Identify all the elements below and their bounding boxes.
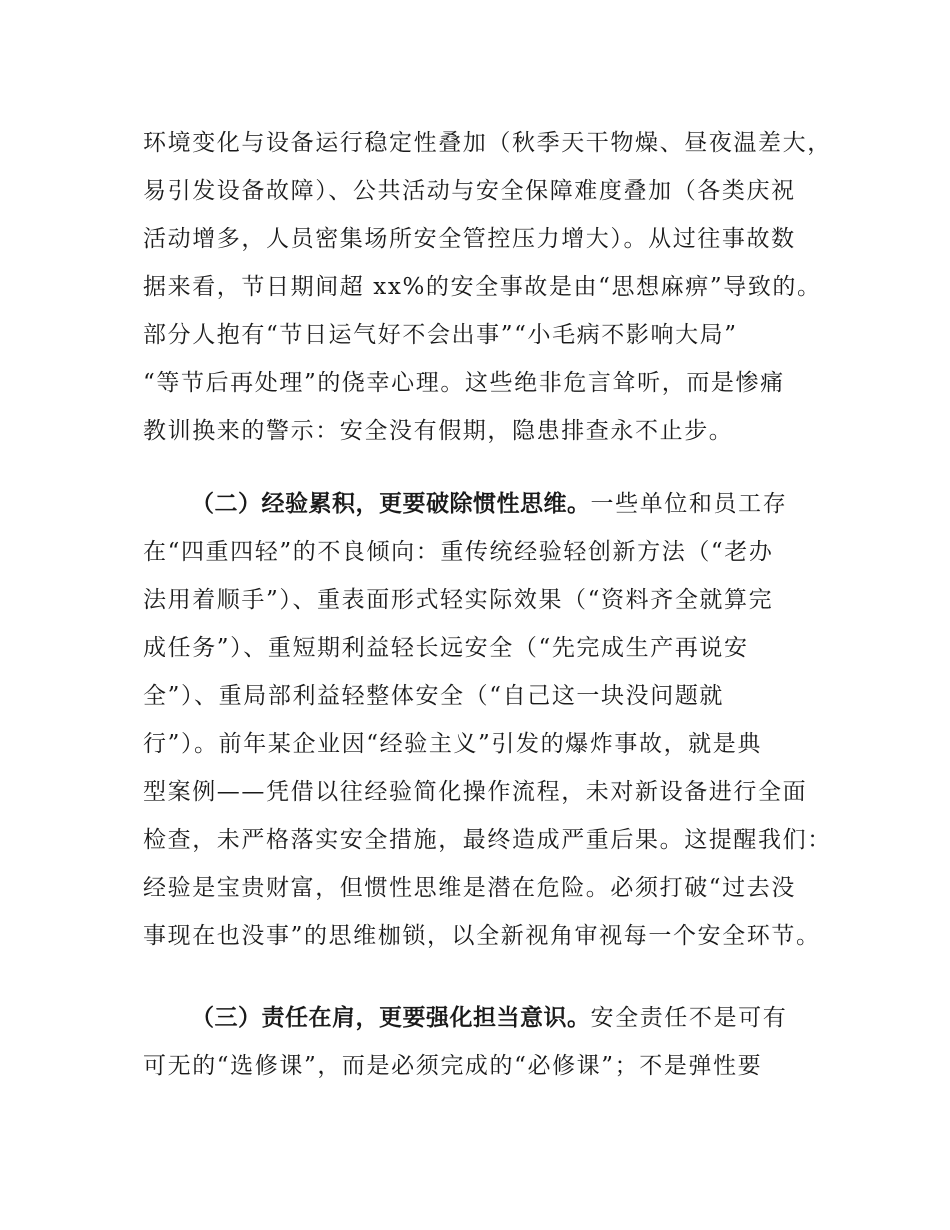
paragraph-2-line-8: 检查，未严格落实安全措施，最终造成严重后果。这提醒我们：: [143, 827, 832, 853]
paragraph-2-line-5: 全”）、重局部利益轻整体安全（“自己这一块没问题就: [143, 683, 725, 709]
paragraph-1-line-5: 部分人抱有“节日运气好不会出事”“小毛病不影响大局”: [143, 322, 738, 348]
section-heading-2: （二）经验累积，更要破除惯性思维。: [191, 491, 591, 517]
section-heading-3: （三）责任在肩，更要强化担当意识。: [191, 1005, 591, 1031]
paragraph-1-line-2: 易引发设备故障）、公共活动与安全保障难度叠加（各类庆祝: [143, 178, 796, 204]
paragraph-2-line-3: 法用着顺手”）、重表面形式轻实际效果（“资料齐全就算完: [143, 587, 774, 613]
paragraph-2-first-line: [191, 489, 787, 519]
paragraph-2-line-10: 事现在也没事”的思维枷锁，以全新视角审视每一个安全环节。: [143, 923, 821, 949]
paragraph-3-first-line: [191, 1003, 787, 1033]
paragraph-1-line-4: 据来看，节日期间超 xx%的安全事故是由“思想麻痹”导致的。: [143, 274, 822, 300]
paragraph-2-line-7: 型案例——凭借以往经验简化操作流程，未对新设备进行全面: [143, 779, 808, 805]
paragraph-1-line-6: “等节后再处理”的侥幸心理。这些绝非危言耸听，而是惨痛: [143, 370, 785, 396]
paragraph-2-line-4: 成任务”）、重短期利益轻长远安全（“先完成生产再说安: [143, 635, 749, 661]
paragraph-3-first-line-text: 安全责任不是可有: [590, 1005, 788, 1031]
paragraph-2-line-2: 在“四重四轻”的不良倾向：重传统经验轻创新方法（“老办: [143, 539, 774, 565]
paragraph-1-line-3: 活动增多，人员密集场所安全管控压力增大）。从过往事故数: [143, 226, 796, 252]
paragraph-2-line-9: 经验是宝贵财富，但惯性思维是潜在危险。必须打破“过去没: [143, 875, 796, 901]
paragraph-3-line-2: 可无的“选修课”，而是必须完成的“必修课”；不是弹性要: [143, 1053, 763, 1079]
paragraph-2-first-line-text: 一些单位和员工存: [590, 491, 788, 517]
paragraph-2-line-6: 行”）。前年某企业因“经验主义”引发的爆炸事故，就是典: [143, 731, 762, 757]
paragraph-1-line-7: 教训换来的警示：安全没有假期，隐患排查永不止步。: [143, 418, 734, 444]
paragraph-1-line-1: 环境变化与设备运行稳定性叠加（秋季天干物燥、昼夜温差大，: [143, 130, 832, 156]
